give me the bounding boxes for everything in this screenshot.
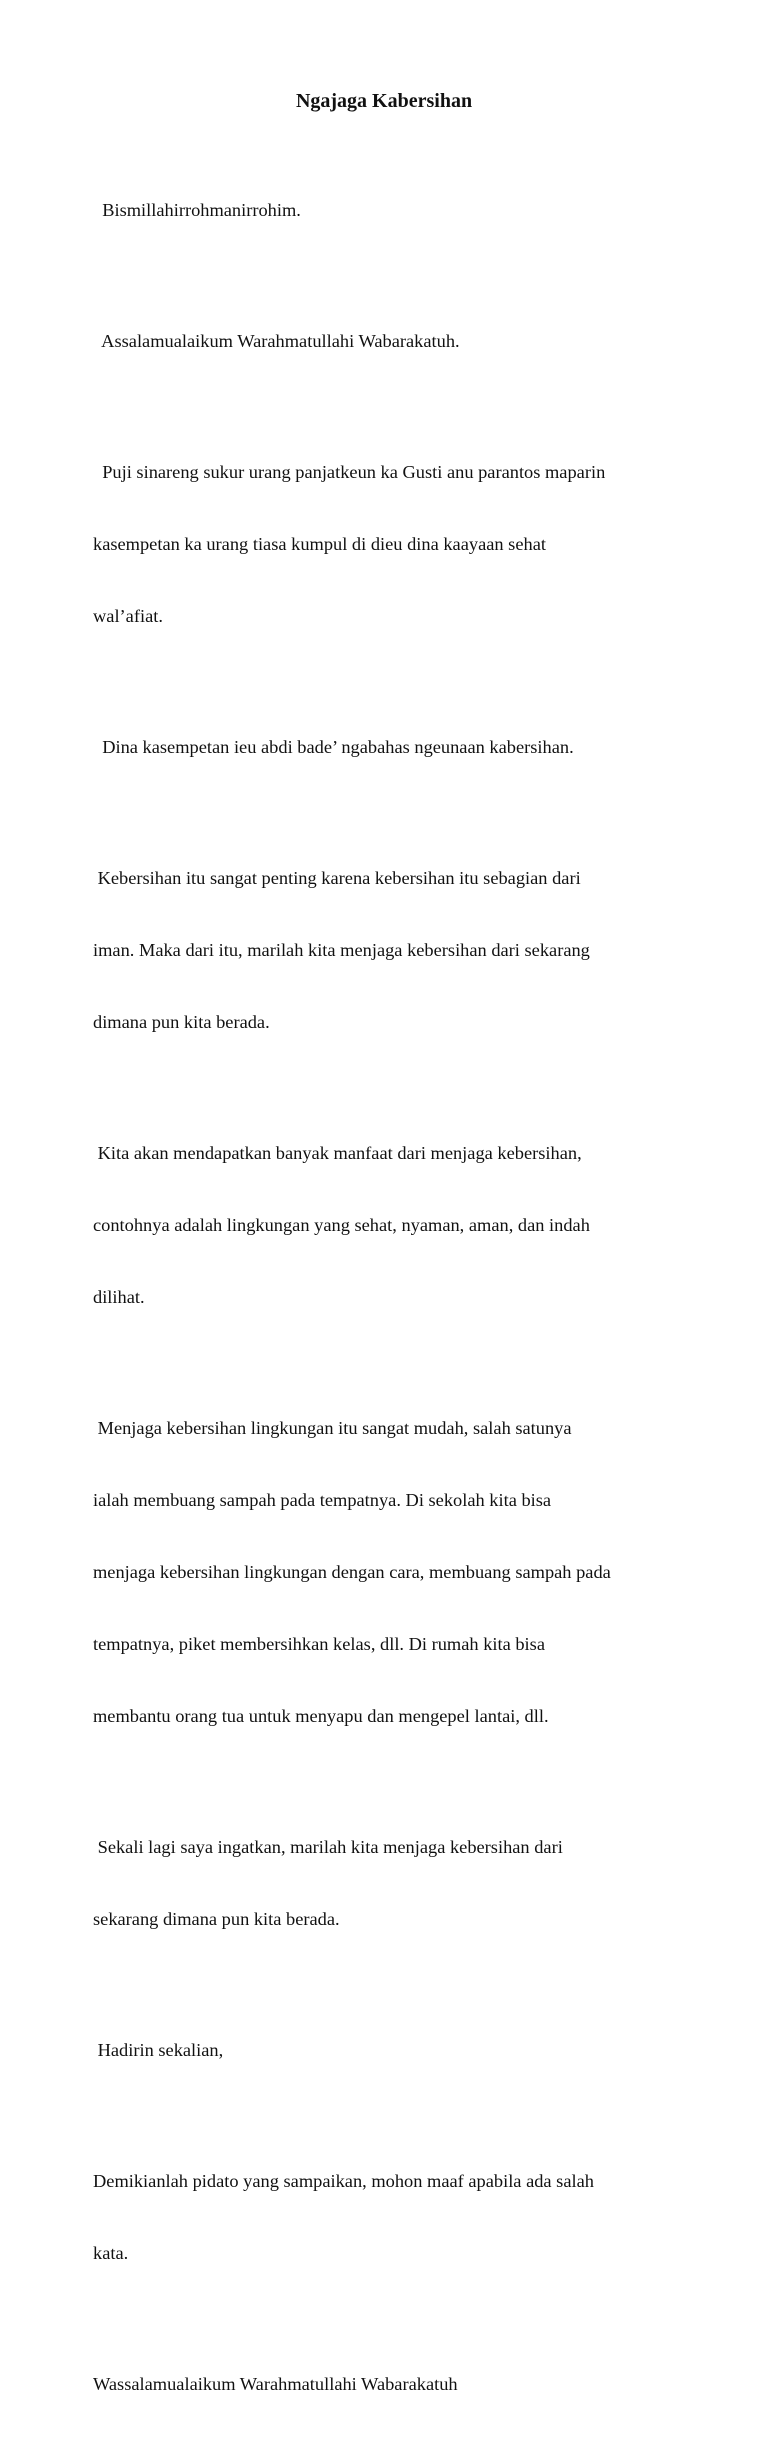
paragraph-line: Puji sinareng sukur urang panjatkeun ka Gusti anu parantos maparin xyxy=(93,462,606,482)
paragraph-audience xyxy=(93,1990,693,2110)
paragraph-benefits xyxy=(93,1093,693,1357)
paragraph-line: kasempetan ka urang tiasa kumpul di dieu dina kaayaan sehat xyxy=(93,534,546,554)
paragraph-line: dimana pun kita berada. xyxy=(93,1012,270,1032)
paragraph-line: Bismillahirrohmanirrohim. xyxy=(93,200,301,220)
paragraph-line: iman. Maka dari itu, marilah kita menjaga kebersihan dari sekarang xyxy=(93,940,590,960)
paragraph-line: Dina kasempetan ieu abdi bade’ ngabahas ngeunaan kabersihan. xyxy=(93,737,574,757)
paragraph-line: kata. xyxy=(93,2243,129,2263)
paragraph-line: menjaga kebersihan lingkungan dengan cara, membuang sampah pada xyxy=(93,1562,611,1582)
paragraph-line: Demikianlah pidato yang sampaikan, mohon maaf apabila ada salah xyxy=(93,2171,594,2191)
paragraph-line: contohnya adalah lingkungan yang sehat, nyaman, aman, dan indah xyxy=(93,1215,590,1235)
paragraph-topic xyxy=(93,687,693,807)
paragraph-opening xyxy=(93,150,693,270)
paragraph-importance xyxy=(93,818,693,1082)
page-title: Ngajaga Kabersihan xyxy=(295,90,473,112)
paragraph-line: Hadirin sekalian, xyxy=(93,2040,224,2060)
paragraph-line: wal’afiat. xyxy=(93,606,163,626)
paragraph-line: Kebersihan itu sangat penting karena kebersihan itu sebagian dari xyxy=(93,868,581,888)
paragraph-line: sekarang dimana pun kita berada. xyxy=(93,1909,340,1929)
paragraph-line: Wassalamualaikum Warahmatullahi Wabarakatuh xyxy=(93,2374,458,2394)
paragraph-greeting xyxy=(93,281,693,401)
paragraph-line: ialah membuang sampah pada tempatnya. Di sekolah kita bisa xyxy=(93,1490,552,1510)
paragraph-line: Menjaga kebersihan lingkungan itu sangat mudah, salah satunya xyxy=(93,1418,572,1438)
paragraph-line: Kita akan mendapatkan banyak manfaat dari menjaga kebersihan, xyxy=(93,1143,582,1163)
paragraph-closing xyxy=(93,2121,693,2313)
paragraph-gratitude xyxy=(93,412,693,676)
paragraph-line: Sekali lagi saya ingatkan, marilah kita menjaga kebersihan dari xyxy=(93,1837,563,1857)
paragraph-line: dilihat. xyxy=(93,1287,145,1307)
paragraph-examples xyxy=(93,1368,693,1776)
paragraph-farewell xyxy=(93,2324,693,2444)
document-body xyxy=(93,150,693,2455)
paragraph-line: membantu orang tua untuk menyapu dan mengepel lantai, dll. xyxy=(93,1706,549,1726)
paragraph-reminder xyxy=(93,1787,693,1979)
paragraph-line: tempatnya, piket membersihkan kelas, dll. Di rumah kita bisa xyxy=(93,1634,545,1654)
paragraph-line: Assalamualaikum Warahmatullahi Wabarakatuh. xyxy=(93,331,460,351)
